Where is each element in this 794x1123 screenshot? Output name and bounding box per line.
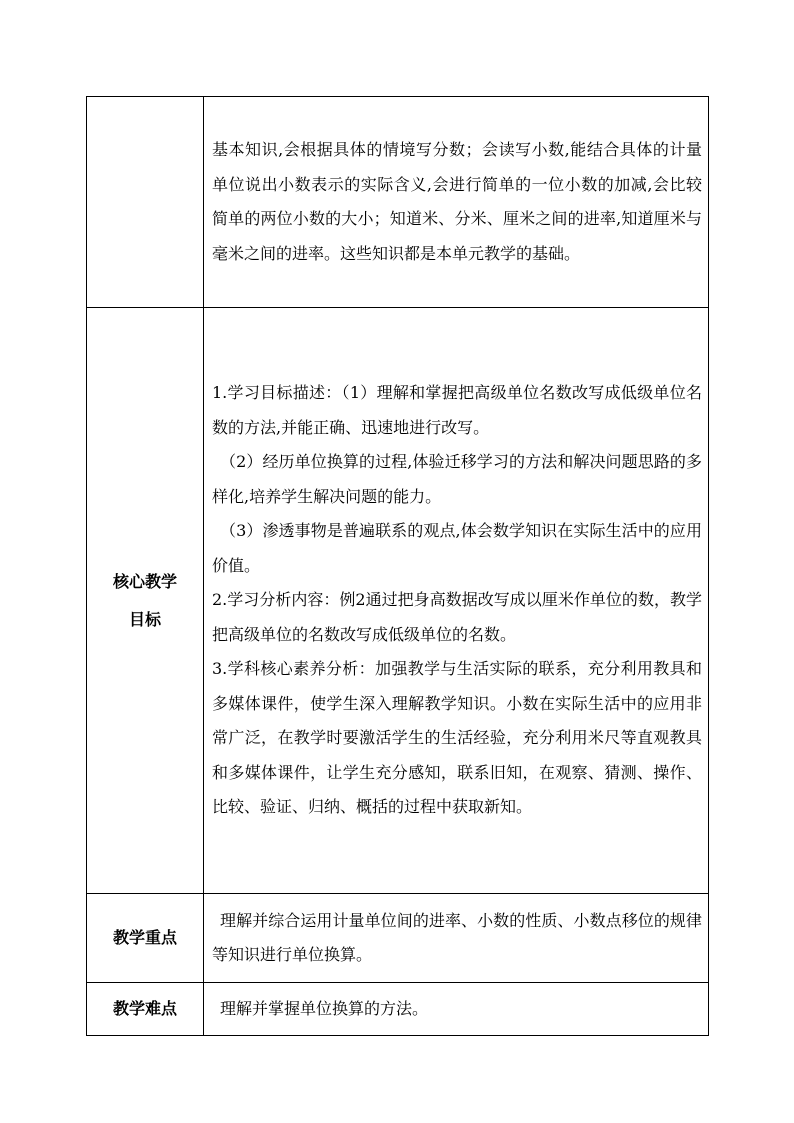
label-line: 目标	[128, 609, 161, 629]
row-content-key-points	[204, 894, 709, 983]
row-label-empty	[87, 97, 204, 308]
paragraph: 理解并综合运用计量单位间的进率、小数的性质、小数点移位的规律等知识进行单位换算。	[212, 910, 702, 964]
paragraph: （3）渗透事物是普遍联系的观点,体会数学知识在实际生活中的应用价值。	[212, 521, 702, 575]
table-row	[87, 894, 709, 983]
row-label-key-points: 教学重点	[87, 894, 204, 983]
row-label-difficulties: 教学难点	[87, 983, 204, 1036]
paragraph: 基本知识,会根据具体的情境写分数；会读写小数,能结合具体的计量单位说出小数表示的实际含义,会进行简单的一位小数的加减,会比较简单的两位小数的大小；知道米、分米、厘米之间的进率,知道厘米与毫米之间的进率。这些知识都是本单元教学的基础。	[212, 140, 702, 263]
paragraph: 理解并掌握单位换算的方法。	[220, 998, 429, 1018]
paragraph: （2）经历单位换算的过程,体验迁移学习的方法和解决问题思路的多样化,培养学生解决问题的能力。	[212, 452, 702, 506]
row-content-core-objectives	[204, 308, 709, 894]
row-content-basic-knowledge	[204, 97, 709, 308]
row-content-difficulties	[204, 983, 709, 1036]
paragraph: 3.学科核心素养分析：加强教学与生活实际的联系，充分利用教具和多媒体课件，使学生深入理解教学知识。小数在实际生活中的应用非常广泛，在教学时要激活学生的生活经验，充分利用米尺等直观教具和多媒体课件，让学生充分感知，联系旧知，在观察、猜测、操作、比较、验证、归纳、概括的过程中获取新知。	[212, 659, 702, 817]
table-row	[87, 97, 709, 308]
paragraph: 1.学习目标描述：（1）理解和掌握把高级单位名数改写成低级单位名数的方法,并能正确、迅速地进行改写。	[212, 383, 702, 437]
lesson-plan-table	[86, 96, 709, 1036]
label-line: 核心教学	[112, 571, 177, 591]
table-row	[87, 983, 709, 1036]
table-row	[87, 308, 709, 894]
row-label-core-objectives	[87, 308, 204, 894]
paragraph: 2.学习分析内容：例2通过把身高数据改写成以厘米作单位的数，教学把高级单位的名数改写成低级单位的名数。	[212, 590, 702, 644]
